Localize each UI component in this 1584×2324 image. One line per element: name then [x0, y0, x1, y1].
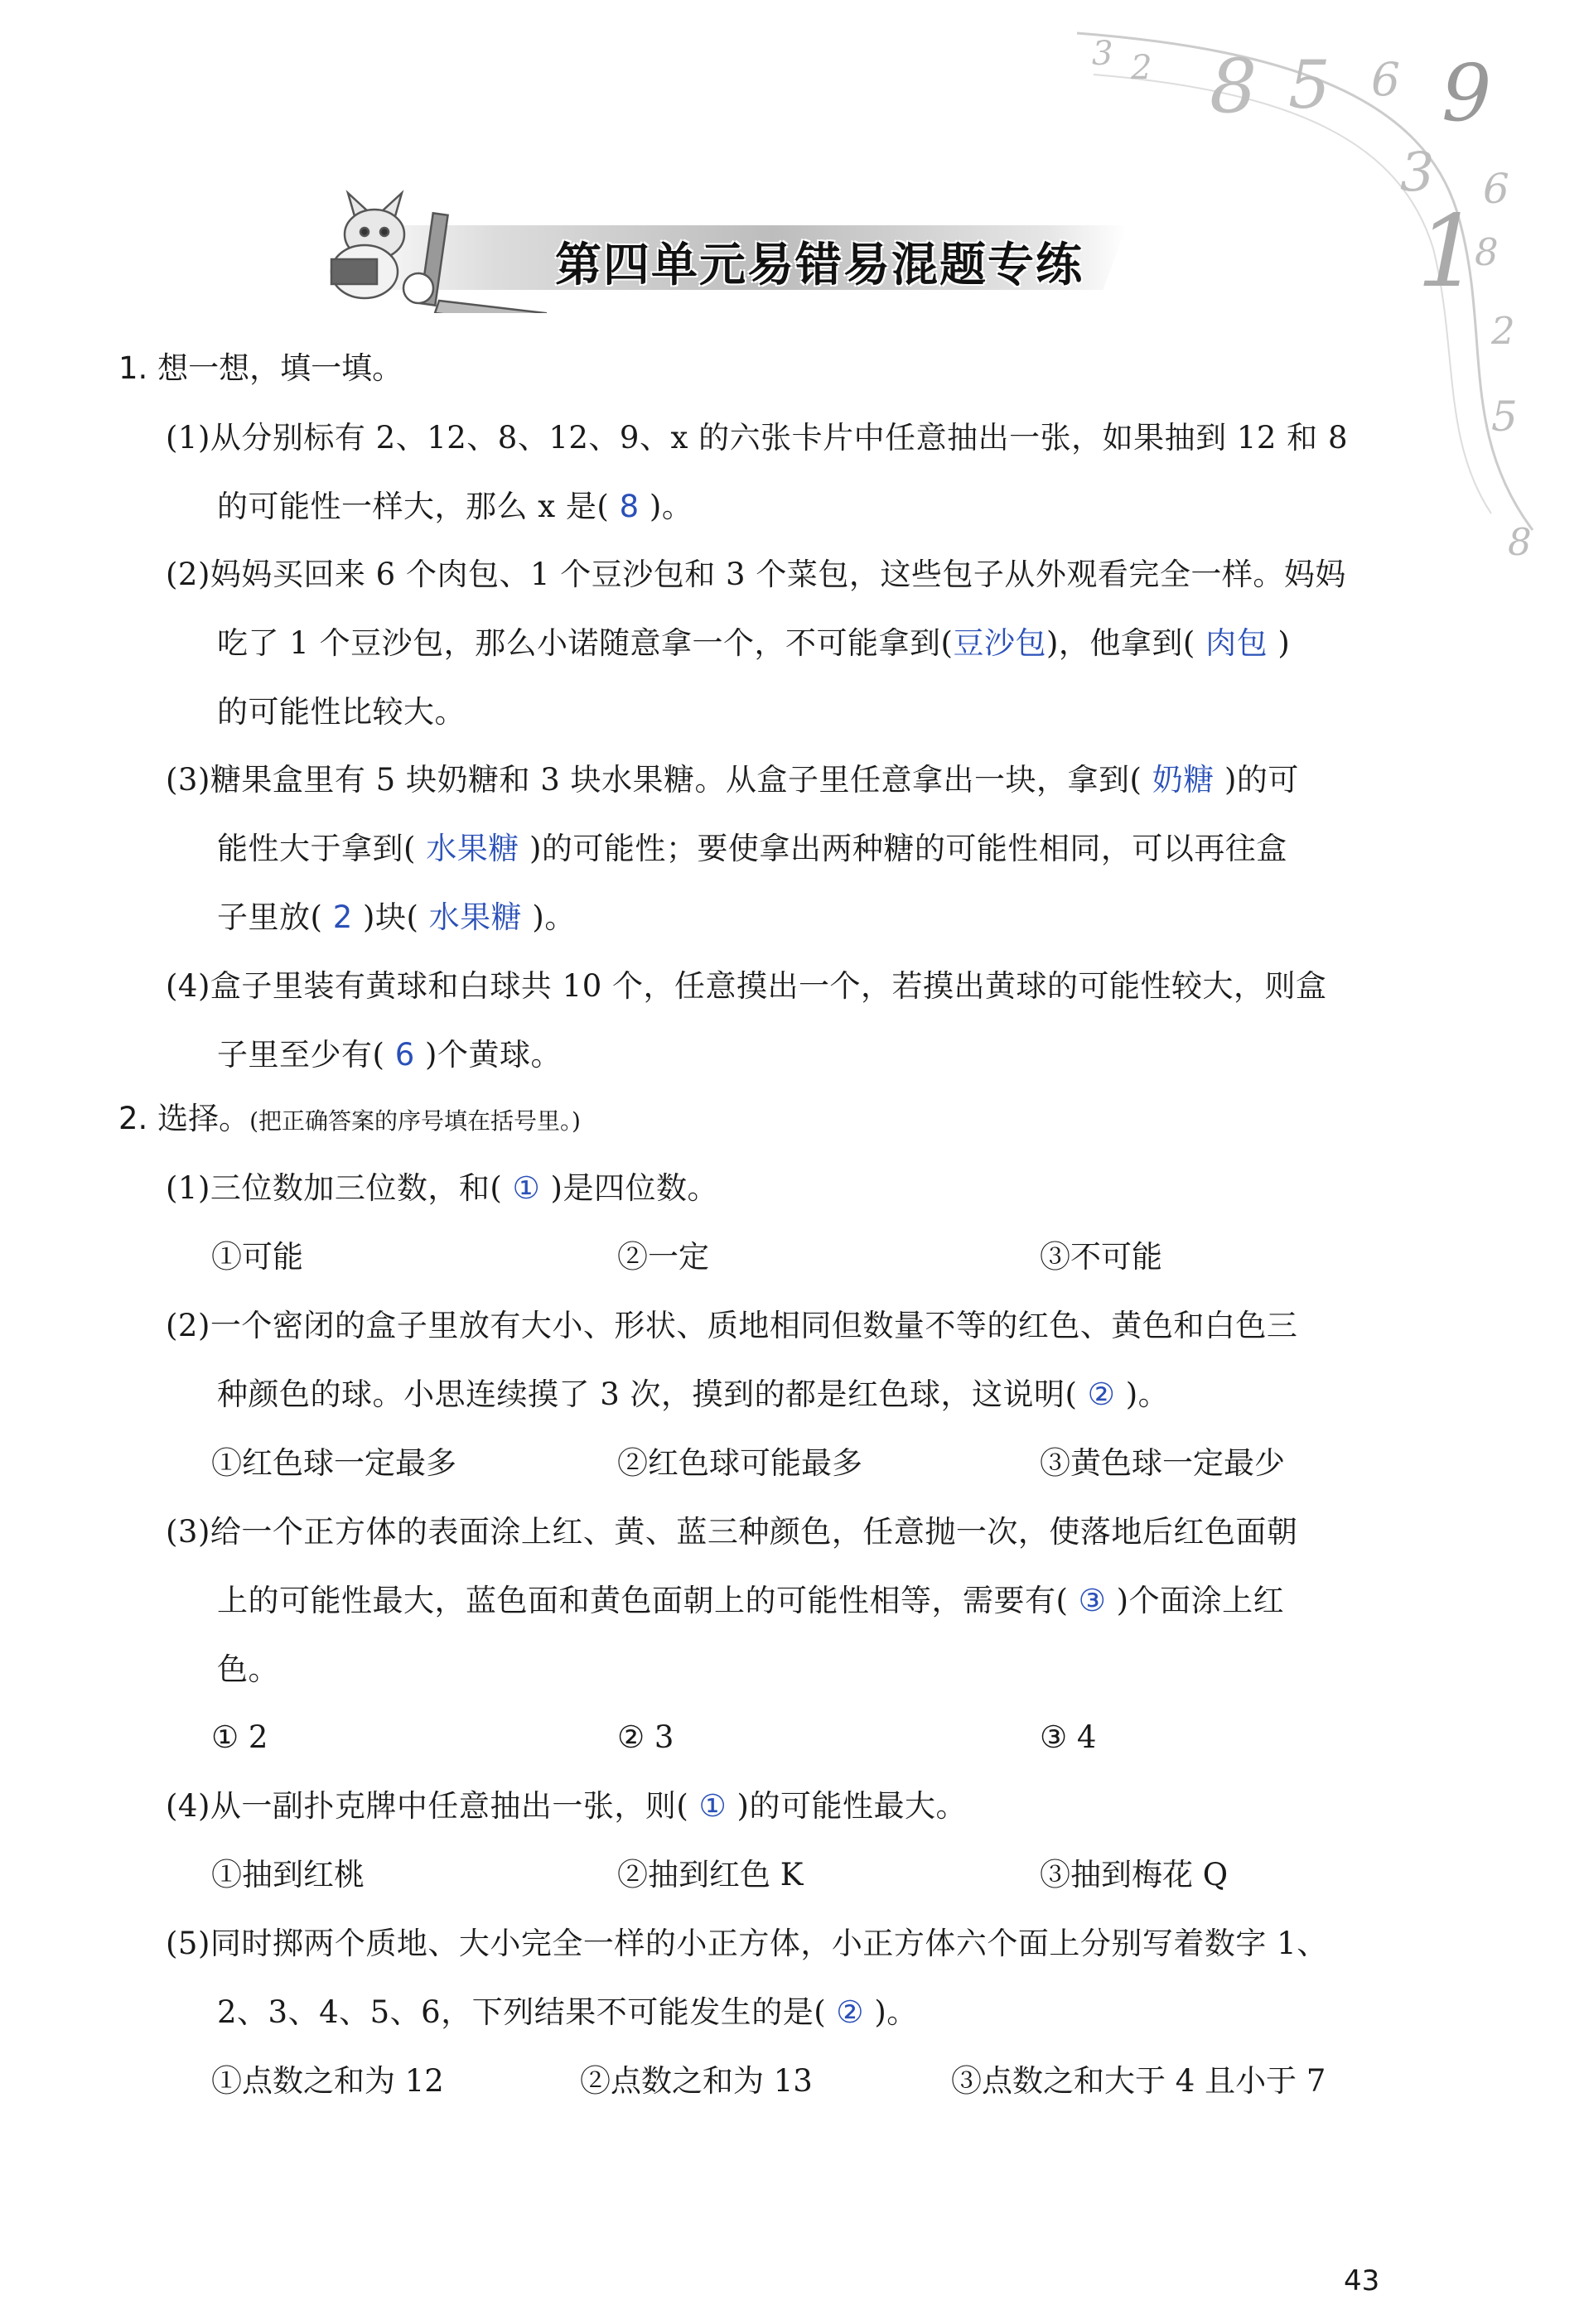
deco-number: 3 [1092, 35, 1113, 73]
answer-text: 2 [332, 899, 353, 935]
question-title: 选择。 [157, 1101, 250, 1136]
question-text: 种颜色的球。小思连续摸了 3 次，摸到的都是红色球，这说明( [217, 1377, 1088, 1412]
text-line [166, 559, 1346, 590]
question-text: )块( [352, 899, 429, 935]
question-text: )。 [1115, 1377, 1170, 1412]
text-line [166, 762, 1299, 798]
question-text: (1)从分别标有 2、12、8、12、9、x 的六张卡片中任意抽出一张，如果抽到 12 和 8 [166, 420, 1348, 456]
page-title: 第四单元易错易混题专练 [555, 238, 1084, 292]
deco-number: 9 [1442, 48, 1492, 139]
answer-text: 8 [619, 489, 640, 524]
choice-option: ②抽到红色 K [617, 1857, 804, 1892]
question-number: 1. [118, 350, 148, 386]
choice-option: ③ 4 [1040, 1719, 1097, 1755]
deco-number: 8 [1475, 230, 1499, 274]
question-text: )是四位数。 [540, 1170, 718, 1206]
question-text: )。 [864, 1994, 918, 2030]
question-text: )的可能性；要使拿出两种糖的可能性相同，可以再往盒 [519, 831, 1287, 866]
text-line [166, 420, 1348, 456]
deco-number: 5 [1288, 46, 1330, 123]
answer-text: 水果糖 [426, 831, 519, 866]
text-line [217, 1037, 562, 1073]
question-text: 的可能性一样大，那么 x 是( [217, 489, 620, 524]
question-text: 能性大于拿到( [217, 831, 427, 866]
question-text: 的可能性比较大。 [217, 694, 466, 730]
question-title: 想一想，填一填。 [157, 350, 403, 386]
text-line [217, 1585, 1284, 1616]
choice-option: ①红色球一定最多 [211, 1445, 456, 1481]
answer-text: ① [698, 1788, 727, 1824]
deco-number: 8 [1508, 520, 1532, 564]
text-line [217, 694, 466, 730]
choice-option: ②一定 [617, 1239, 709, 1275]
question-text: (5)同时掷两个质地、大小完全一样的小正方体，小正方体六个面上分别写着数字 1、 [166, 1926, 1328, 1961]
question-text: )。 [639, 489, 693, 524]
choice-option: ② 3 [617, 1719, 674, 1755]
question-2-heading [118, 1103, 581, 1134]
choice-option: ②红色球可能最多 [617, 1445, 862, 1481]
text-line [166, 1788, 967, 1824]
question-text: 上的可能性最大，蓝色面和黄色面朝上的可能性相等，需要有( [217, 1583, 1079, 1618]
text-line [217, 1994, 918, 2030]
question-text: )的可 [1214, 762, 1299, 798]
question-text: (2)一个密闭的盒子里放有大小、形状、质地相同但数量不等的红色、黄色和白色三 [166, 1308, 1298, 1343]
question-text: 2、3、4、5、6，下列结果不可能发生的是( [217, 1994, 837, 2030]
question-text: 子里至少有( [217, 1037, 395, 1073]
text-line [166, 1928, 1328, 1959]
question-text: (3)糖果盒里有 5 块奶糖和 3 块水果糖。从盒子里任意拿出一块，拿到( [166, 762, 1152, 798]
answer-text: ② [1087, 1377, 1116, 1412]
page-number: 43 [1344, 2264, 1380, 2297]
question-text: (3)给一个正方体的表面涂上红、黄、蓝三种颜色，任意抛一次，使落地后红色面朝 [166, 1514, 1298, 1550]
question-text: ) [1268, 625, 1291, 661]
choice-option: ③抽到梅花 Q [1040, 1857, 1229, 1892]
text-line [217, 1651, 279, 1687]
answer-text: 肉包 [1205, 625, 1268, 661]
question-subtitle: (把正确答案的序号填在括号里。) [249, 1107, 581, 1135]
question-text: )个黄球。 [414, 1037, 562, 1073]
answer-text: ② [836, 1994, 865, 2030]
answer-text: ① [512, 1170, 541, 1206]
choice-option: ③黄色球一定最少 [1040, 1445, 1285, 1481]
question-text: )的可能性最大。 [727, 1788, 967, 1824]
question-text: (4)盒子里装有黄球和白球共 10 个，任意摸出一个，若摸出黄球的可能性较大，则盒 [166, 968, 1327, 1004]
deco-number: 5 [1491, 393, 1518, 441]
choice-option: ①可能 [211, 1239, 303, 1275]
choice-option: ①点数之和为 12 [211, 2063, 444, 2099]
choice-option: ②点数之和为 13 [580, 2063, 813, 2099]
text-line [217, 491, 693, 522]
question-text: 色。 [217, 1651, 279, 1687]
text-line [166, 1170, 718, 1206]
text-line [166, 1310, 1297, 1341]
question-text: )。 [522, 899, 576, 935]
choice-option: ① 2 [211, 1719, 268, 1755]
choice-option: ③不可能 [1040, 1239, 1162, 1275]
answer-text: ③ [1078, 1583, 1107, 1618]
choice-option: ③点数之和大于 4 且小于 7 [951, 2063, 1326, 2099]
deco-number: 3 [1400, 142, 1435, 204]
text-line [217, 899, 576, 935]
question-text: (2)妈妈买回来 6 个肉包、1 个豆沙包和 3 个菜包，这些包子从外观看完全一样。妈妈 [166, 557, 1346, 592]
answer-text: 6 [394, 1037, 415, 1073]
cat-mascot-icon [232, 189, 547, 313]
question-text: )，他拿到( [1046, 625, 1206, 661]
text-line [217, 1379, 1169, 1410]
text-line [166, 968, 1327, 1004]
question-text: )个面涂上红 [1106, 1583, 1285, 1618]
text-line [166, 1514, 1298, 1550]
deco-number: 2 [1491, 309, 1515, 353]
deco-number: 6 [1483, 165, 1509, 213]
answer-text: 豆沙包 [953, 625, 1046, 661]
question-text: 子里放( [217, 899, 333, 935]
question-number: 2. [118, 1101, 148, 1136]
question-text: (4)从一副扑克牌中任意抽出一张，则( [166, 1788, 699, 1824]
deco-number: 8 [1210, 43, 1258, 130]
answer-text: 水果糖 [428, 899, 523, 935]
deco-number: 6 [1371, 53, 1400, 106]
question-1-heading [118, 350, 403, 386]
deco-number: 2 [1131, 49, 1152, 87]
deco-number: 1 [1417, 195, 1480, 310]
choice-option: ①抽到红桃 [211, 1857, 365, 1892]
text-line [217, 625, 1291, 661]
question-text: 吃了 1 个豆沙包，那么小诺随意拿一个，不可能拿到( [217, 625, 954, 661]
text-line [217, 833, 1287, 864]
answer-text: 奶糖 [1152, 762, 1215, 798]
question-text: (1)三位数加三位数，和( [166, 1170, 513, 1206]
section-banner [232, 214, 1176, 305]
